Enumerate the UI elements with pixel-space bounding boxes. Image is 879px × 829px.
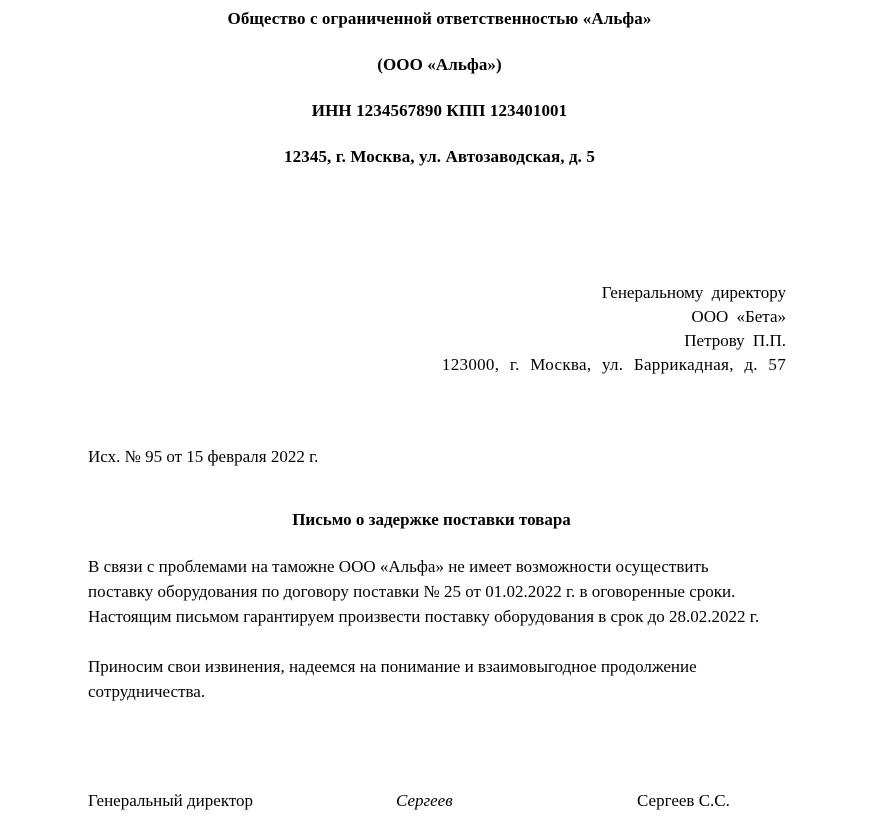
addressee-block — [366, 281, 786, 377]
letterhead-tax-identifiers: ИНН 1234567890 КПП 123401001 — [311, 101, 568, 120]
letter-subject-title: Письмо о задержке поставки товара — [292, 510, 571, 529]
handwritten-signature: Сергеев — [396, 791, 453, 810]
body-paragraph: В связи с проблемами на таможне ООО «Альфа» не имеет возможности осуществить поставку оборудования по договору поставки № 25 от 01.02.2022 г. в оговоренные сроки. Настоящим письмом гарантируем произвести поставку оборудования в срок до 28.02.2022 г. — [88, 557, 760, 626]
addressee-address: 123000, г. Москва, ул. Баррикадная, д. 57 — [441, 355, 786, 374]
letterhead-block — [0, 8, 879, 167]
addressee-position: Генеральному директору — [601, 283, 786, 302]
signature-row — [88, 789, 788, 817]
signatory-name: Сергеев С.С. — [637, 791, 730, 810]
letterhead-address: 12345, г. Москва, ул. Автозаводская, д. 5 — [284, 147, 595, 166]
letterhead-company-full-name: Общество с ограниченной ответственностью «Альфа» — [227, 9, 652, 28]
addressee-person: Петрову П.П. — [684, 331, 786, 350]
signatory-title: Генеральный директор — [88, 791, 254, 810]
body-paragraph: Приносим свои извинения, надеемся на понимание и взаимовыгодное продолжение сотрудничества. — [88, 657, 697, 701]
outgoing-reference-line: Исх. № 95 от 15 февраля 2022 г. — [88, 447, 319, 466]
letterhead-company-short-name: (ООО «Альфа») — [377, 55, 502, 74]
letter-body — [88, 554, 778, 704]
addressee-organization: ООО «Бета» — [691, 307, 786, 326]
